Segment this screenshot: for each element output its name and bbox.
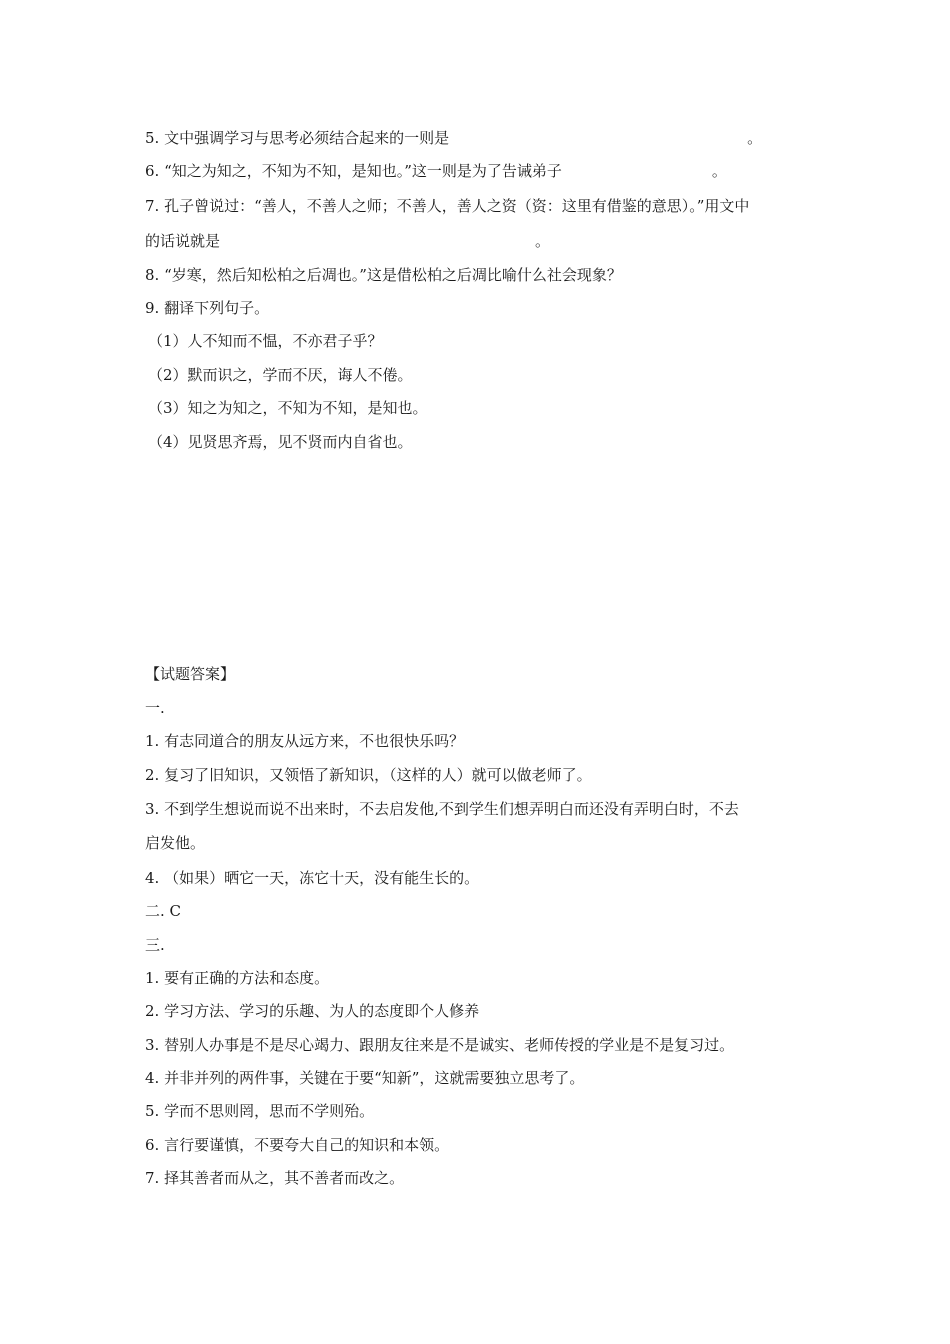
question-7-end: 。 [535,232,551,250]
answer-line: 5. 学而不思则罔，思而不学则殆。 [145,1102,375,1120]
section-2-answer: 二. C [145,902,182,920]
question-7-line-2 [145,231,550,251]
question-9-item: （2）默而识之，学而不厌，诲人不倦。 [148,366,413,384]
answer-line: 启发他。 [145,834,206,852]
question-9-title: 9. 翻译下列句子。 [145,299,270,317]
question-7-text: 的话说就是 [145,232,221,250]
section-3-label: 三. [145,936,165,954]
question-9-item: （4）见贤思齐焉，见不贤而内自省也。 [148,433,413,451]
question-6-text: 6. “知之为知之，不知为不知，是知也。”这一则是为了告诫弟子 [145,162,562,180]
answer-line: 4. 并非并列的两件事，关键在于要“知新”，这就需要独立思考了。 [145,1069,585,1087]
question-6 [145,161,727,181]
answer-line: 3. 不到学生想说而说不出来时，不去启发他,不到学生们想弄明白而还没有弄明白时，不去 [145,800,739,818]
question-6-end: 。 [711,162,727,180]
question-9-item: （3）知之为知之，不知为不知，是知也。 [148,399,428,417]
answer-line: 1. 有志同道合的朋友从远方来，不也很快乐吗？ [145,732,465,750]
question-7-line-1: 7. 孔子曾说过：“善人，不善人之师；不善人，善人之资（资：这里有借鉴的意思）。”用文中 [145,197,750,215]
question-5-end: 。 [747,129,763,147]
question-5-text: 5. 文中强调学习与思考必须结合起来的一则是 [145,129,450,147]
answer-line: 7. 择其善者而从之，其不善者而改之。 [145,1169,405,1187]
answer-line: 3. 替别人办事是不是尽心竭力、跟朋友往来是不是诚实、老师传授的学业是不是复习过。 [145,1036,735,1054]
answer-line: 6. 言行要谨慎，不要夸大自己的知识和本领。 [145,1136,450,1154]
question-9-item: （1）人不知而不愠，不亦君子乎？ [148,332,383,350]
question-8: 8. “岁寒，然后知松柏之后凋也。”这是借松柏之后凋比喻什么社会现象？ [145,266,622,284]
answers-heading: 【试题答案】 [145,665,236,683]
section-1-label: 一. [145,699,165,717]
question-5 [145,128,762,148]
answer-line: 2. 复习了旧知识，又领悟了新知识，（这样的人）就可以做老师了。 [145,766,592,784]
answer-line: 2. 学习方法、学习的乐趣、为人的态度即个人修养 [145,1002,480,1020]
answer-line: 1. 要有正确的方法和态度。 [145,969,330,987]
answer-line: 4. （如果）晒它一天，冻它十天，没有能生长的。 [145,869,480,887]
